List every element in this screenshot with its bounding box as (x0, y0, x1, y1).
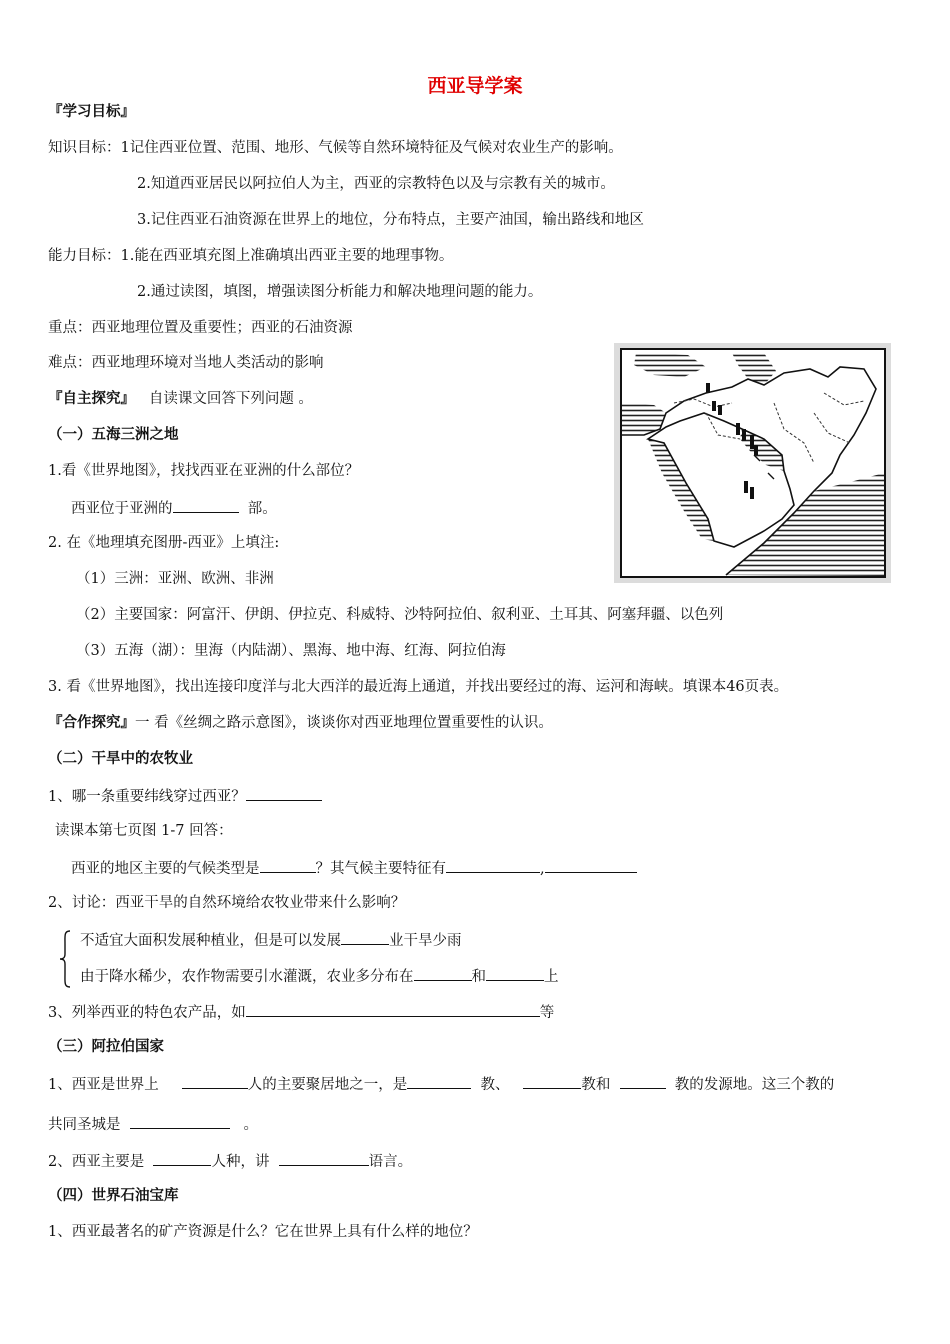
section2-q2: 2、讨论：西亚干旱的自然环境给农牧业带来什么影响？ (48, 895, 406, 911)
blank-race[interactable] (153, 1150, 211, 1166)
q1-part-c: 教、 (480, 1077, 510, 1093)
section2-climate (71, 857, 637, 879)
section3-q1-continued (48, 1113, 258, 1135)
blank-farm-area-2[interactable] (486, 965, 544, 981)
q2-part-c: 语言。 (368, 1154, 413, 1170)
latitude-question: 1、哪一条重要纬线穿过西亚？ (48, 789, 246, 805)
section2-q1 (48, 785, 322, 807)
blank-religion-3[interactable] (620, 1073, 666, 1089)
answer-prefix: 西亚位于亚洲的 (71, 501, 173, 517)
page-title: 西亚导学案 (427, 75, 523, 97)
section3-q2 (48, 1150, 412, 1172)
q1-part-g: 。 (243, 1117, 259, 1133)
difficulty: 难点：西亚地理环境对当地人类活动的影响 (48, 355, 324, 371)
brace-2-suffix: 上 (544, 969, 559, 985)
q1-part-d: 教和 (581, 1077, 611, 1093)
climate-comma: , (540, 861, 545, 877)
ability-objective-1: 能力目标：1.能在西亚填充图上准确填出西亚主要的地理事物。 (48, 248, 454, 264)
section3-q1 (48, 1073, 834, 1095)
brace-2-middle: 和 (471, 969, 486, 985)
q1-part-b: 人的主要聚居地之一，是 (247, 1077, 408, 1093)
self-study-line (48, 389, 313, 409)
key-point: 重点：西亚地理位置及重要性；西亚的石油资源 (48, 320, 353, 336)
blank-holy-city[interactable] (130, 1113, 230, 1129)
section1-q2-seas: （3）五海（湖）：里海（内陆湖）、黑海、地中海、红海、阿拉伯海 (76, 643, 506, 659)
section3-heading: （三）阿拉伯国家 (48, 1038, 164, 1055)
section4-heading: （四）世界石油宝库 (48, 1187, 179, 1204)
section1-heading: （一）五海三洲之地 (48, 426, 179, 443)
objectives-heading: 『学习目标』 (48, 103, 135, 120)
cooperation-text: 一 看《丝绸之路示意图》，谈谈你对西亚地理位置重要性的认识。 (135, 715, 553, 731)
q1-part-e: 教的发源地。这三个教的 (674, 1077, 835, 1093)
blank-people[interactable] (182, 1073, 248, 1089)
brace-1-suffix: 业干旱少雨 (389, 933, 462, 949)
blank-climate-type[interactable] (260, 857, 316, 873)
west-asia-map (614, 343, 891, 583)
section1-q1: 1.看《世界地图》，找找西亚在亚洲的什么部位？ (48, 463, 360, 479)
products-prefix: 3、列举西亚的特色农产品，如 (48, 1005, 246, 1021)
blank-latitude[interactable] (246, 785, 322, 801)
cooperation-line (48, 713, 553, 733)
climate-prefix: 西亚的地区主要的气候类型是 (71, 861, 260, 877)
ability-objective-2: 2.通过读图，填图，增强读图分析能力和解决地理问题的能力。 (137, 284, 543, 300)
section1-q2-countries: （2）主要国家：阿富汗、伊朗、伊拉克、科威特、沙特阿拉伯、叙利亚、土耳其、阿塞拜疆、以色列 (76, 607, 724, 623)
q2-part-b: 人种，讲 (211, 1154, 270, 1170)
curly-brace-icon (59, 930, 71, 988)
knowledge-objective-1: 知识目标：1记住西亚位置、范围、地形、气候等自然环境特征及气候对农业生产的影响。 (48, 140, 623, 156)
blank-livestock[interactable] (341, 929, 389, 945)
blank-religion-1[interactable] (407, 1073, 471, 1089)
q2-part-a: 2、西亚主要是 (48, 1154, 145, 1170)
brace-line-2 (80, 965, 559, 987)
section2-q3 (48, 1001, 554, 1023)
blank-products[interactable] (246, 1001, 540, 1017)
blank-farm-area-1[interactable] (414, 965, 472, 981)
section2-read: 读课本第七页图 1-7 回答： (55, 823, 233, 839)
blank-asia-part[interactable] (173, 497, 239, 513)
section1-q2-continents: （1）三洲：亚洲、欧洲、非洲 (76, 571, 274, 587)
section2-heading: （二）干旱中的农牧业 (48, 750, 193, 767)
brace-2-prefix: 由于降水稀少，农作物需要引水灌溉，农业多分布在 (80, 969, 414, 985)
knowledge-objective-3: 3.记住西亚石油资源在世界上的地位，分布特点，主要产油国，输出路线和地区 (137, 212, 644, 228)
blank-language[interactable] (279, 1150, 369, 1166)
section4-q1: 1、西亚最著名的矿产资源是什么？它在世界上具有什么样的地位？ (48, 1224, 478, 1240)
climate-middle: ？其气候主要特征有 (315, 861, 446, 877)
blank-climate-feature-1[interactable] (446, 857, 540, 873)
blank-climate-feature-2[interactable] (545, 857, 637, 873)
blank-religion-2[interactable] (523, 1073, 581, 1089)
q1-part-a: 1、西亚是世界上 (48, 1077, 159, 1093)
section1-q3: 3. 看《世界地图》，找出连接印度洋与北大西洋的最近海上通道，并找出要经过的海、运河和海峡。填课本46页表。 (48, 679, 789, 695)
section1-q1-answer (71, 497, 277, 519)
cooperation-heading: 『合作探究』 (48, 714, 135, 731)
self-study-heading: 『自主探究』 (48, 390, 135, 407)
knowledge-objective-2: 2.知道西亚居民以阿拉伯人为主，西亚的宗教特色以及与宗教有关的城市。 (137, 176, 615, 192)
answer-suffix: 部。 (247, 501, 277, 517)
brace-1-prefix: 不适宜大面积发展种植业，但是可以发展 (80, 933, 341, 949)
products-suffix: 等 (539, 1005, 555, 1021)
section1-q2: 2. 在《地理填充图册-西亚》上填注: (48, 535, 280, 551)
q1-part-f: 共同圣城是 (48, 1117, 121, 1133)
brace-line-1 (80, 929, 462, 951)
self-study-intro: 自读课文回答下列问题 。 (148, 391, 313, 407)
